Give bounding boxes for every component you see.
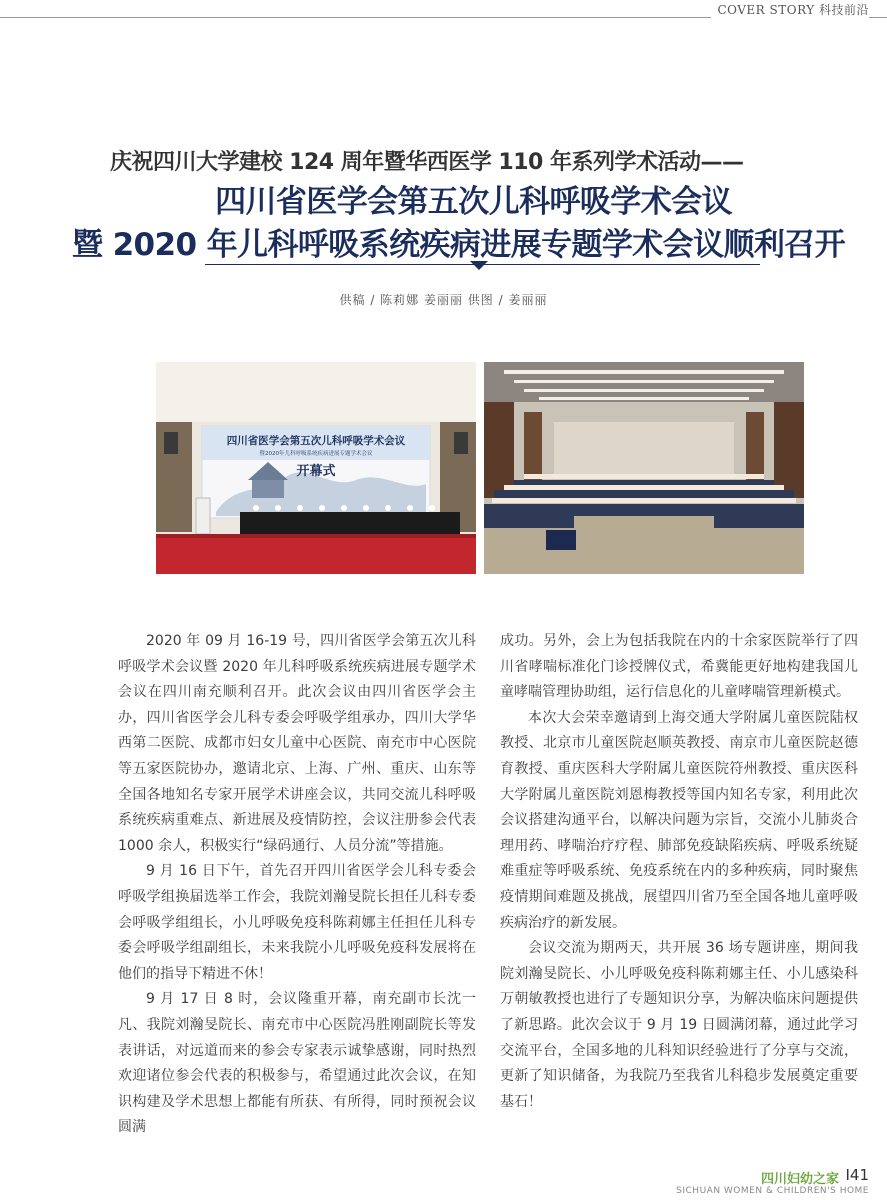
article-credit: 供稿 / 陈莉娜 姜丽丽 供图 / 姜丽丽 <box>339 293 548 307</box>
banner-line-2: 暨2020年儿科呼吸系统疾病进展专题学术会议 <box>259 451 373 457</box>
page-number: I41 <box>845 1166 869 1184</box>
banner-main: 开幕式 <box>296 464 336 479</box>
footer-subtitle: SICHUAN WOMEN & CHILDREN'S HOME <box>676 1186 869 1196</box>
headline-title-line-2: 暨 2020 年儿科呼吸系统疾病进展专题学术会议顺利召开 <box>72 227 846 263</box>
banner-line-1: 四川省医学会第五次儿科呼吸学术会议 <box>226 435 406 447</box>
article-paragraph-continued: 成功。另外，会上为包括我院在内的十余家医院举行了四川省哮喘标准化门诊授牌仪式，希冀能更好地构建我国儿童哮喘管理协助组，运行信息化的儿童哮喘管理新模式。 <box>500 633 858 701</box>
footer-brand: 四川妇幼之家 <box>760 1172 839 1187</box>
photo-opening-ceremony <box>156 362 476 574</box>
article-paragraph: 会议交流为期两天，共开展 36 场专题讲座，期间我院刘瀚旻院长、小儿呼吸免疫科陈莉娜主任、小儿感染科万朝敏教授也进行了专题知识分享，为解决临床问题提供了新思路。此次会议于 9 月 19 日圆满闭幕，通过此学习交流平台，全国多地的儿科知识经验进行了分享与交流，更新了知识储备，为我院乃至我省儿科稳步发展奠定重要基石！ <box>500 940 858 1110</box>
photo-conference-hall <box>484 362 804 574</box>
article-paragraph: 本次大会荣幸邀请到上海交通大学附属儿童医院陆权教授、北京市儿童医院赵顺英教授、南京市儿童医院赵德育教授、重庆医科大学附属儿童医院符州教授、重庆医科大学附属儿童医院刘恩梅教授等国内知名专家，利用此次会议搭建沟通平台，以解决问题为宗旨，交流小儿肺炎合理用药、哮喘治疗疗程、肺部免疫缺陷疾病、呼吸系统疑难重症等呼吸系统、免疫系统在内的多种疾病，同时聚焦疫情期间难题及挑战，展望四川省乃至全国各地儿童呼吸疾病治疗的新发展。 <box>500 709 858 931</box>
running-header: COVER STORY 科技前沿 <box>711 1 869 18</box>
article-right-column <box>500 629 858 1115</box>
headline-title-line-1: 四川省医学会第五次儿科呼吸学术会议 <box>215 184 732 220</box>
article-left-column <box>118 629 476 1141</box>
article-paragraph: 9 月 17 日 8 时，会议隆重开幕，南充副市长沈一凡、我院刘瀚旻院长、南充市中心医院冯胜刚副院长等发表讲话，对远道而来的参会专家表示诚挚感谢，同时热烈欢迎诸位参会代表的积极参与，希望通过此次会议，在知识构建及学术思想上都能有所获、有所得，同时预祝会议圆满 <box>118 991 476 1136</box>
photo-conference-hall-illustration <box>484 362 804 574</box>
title-down-triangle-icon <box>470 261 488 270</box>
article-paragraph: 9 月 16 日下午，首先召开四川省医学会儿科专委会呼吸学组换届选举工作会，我院刘瀚旻院长担任儿科专委会呼吸学组组长，小儿呼吸免疫科陈莉娜主任担任儿科专委会呼吸学组副组长，未来我院小儿呼吸免疫科发展将在他们的指导下精进不休！ <box>118 863 476 982</box>
article-paragraph: 2020 年 09 月 16-19 号，四川省医学会第五次儿科呼吸学术会议暨 2020 年儿科呼吸系统疾病进展专题学术会议在四川南充顺利召开。此次会议由四川省医学会主办，四川省医学会儿科专委会呼吸学组承办，四川大学华西第二医院、成都市妇女儿童中心医院、南充市中心医院等五家医院协办，邀请北京、上海、广州、重庆、山东等全国各地知名专家开展学术讲座会议，共同交流儿科呼吸系统疾病重难点、新进展及疫情防控，会议注册参会代表 1000 余人，积极实行“绿码通行、人员分流”等措施。 <box>118 633 476 854</box>
photo-opening-ceremony-illustration <box>156 362 476 574</box>
headline-kicker: 庆祝四川大学建校 124 周年暨华西医学 110 年系列学术活动—— <box>110 150 744 175</box>
